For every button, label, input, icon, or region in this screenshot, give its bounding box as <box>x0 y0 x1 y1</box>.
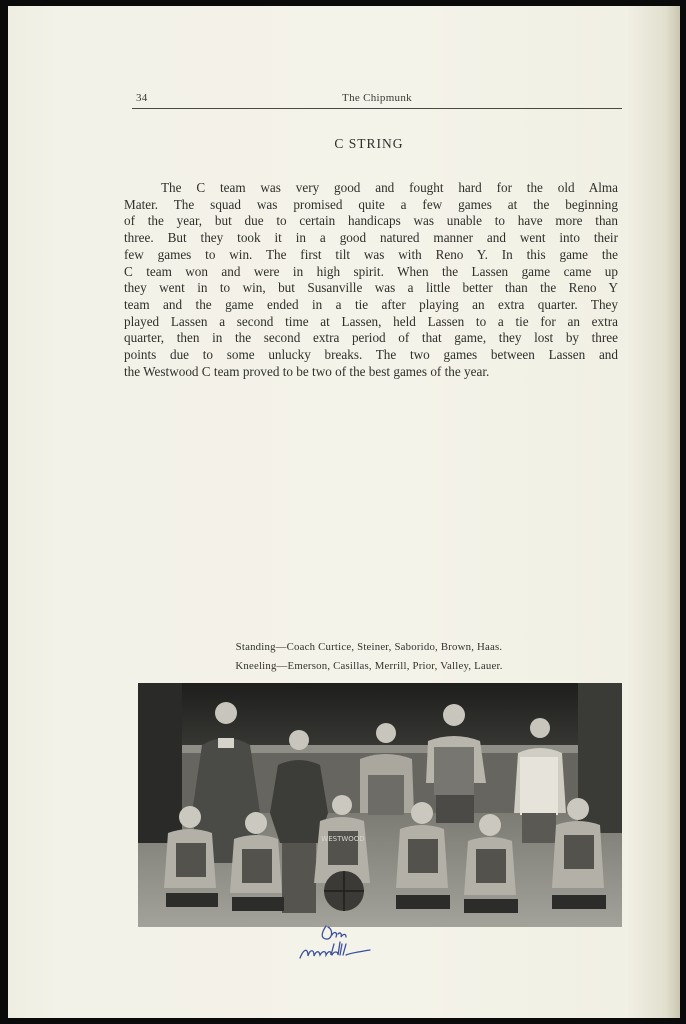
jersey-lettering: WESTWOOD <box>321 835 365 843</box>
page-header <box>132 90 622 109</box>
body-line: played Lassen a second time at Lassen, held Lassen to a tie for an extra <box>124 313 618 329</box>
team-photo <box>138 683 622 927</box>
body-line: the Westwood C team proved to be two of the best games of the year. <box>124 363 490 379</box>
page-edge-shadow <box>666 6 680 1018</box>
body-line: C team won and were in high spirit. When the Lassen game came up <box>124 263 618 279</box>
body-line: team and the game ended in a tie after playing an extra quarter. They <box>124 296 618 312</box>
body-line: they went in to win, but Susanville was a little better than the Reno Y <box>124 280 618 296</box>
body-line: of the year, but due to certain handicaps was unable to have more than <box>124 213 618 229</box>
body-paragraph <box>124 180 618 380</box>
body-line: quarter, then in the second extra period of that game, they lost by three <box>124 330 618 346</box>
caption-kneeling: Kneeling—Emerson, Casillas, Merrill, Prior, Valley, Lauer. <box>235 660 503 672</box>
body-line: three. But they took it in a good natured manner and went into their <box>124 230 618 246</box>
body-line: The C team was very good and fought hard for the old Alma <box>161 180 618 195</box>
caption-standing: Standing—Coach Curtice, Steiner, Saborido, Brown, Haas. <box>235 641 503 653</box>
team-photo-illustration <box>138 683 622 927</box>
running-title: The Chipmunk <box>342 92 412 104</box>
page-number: 34 <box>136 92 148 104</box>
section-title: C STRING <box>334 136 404 151</box>
body-line: few games to win. The first tilt was with Reno Y. In this game the <box>124 246 618 262</box>
body-line: Mater. The squad was promised quite a few games at the beginning <box>124 196 618 212</box>
handwritten-signature <box>296 922 376 964</box>
body-line: points due to some unlucky breaks. The two games between Lassen and <box>124 347 618 363</box>
